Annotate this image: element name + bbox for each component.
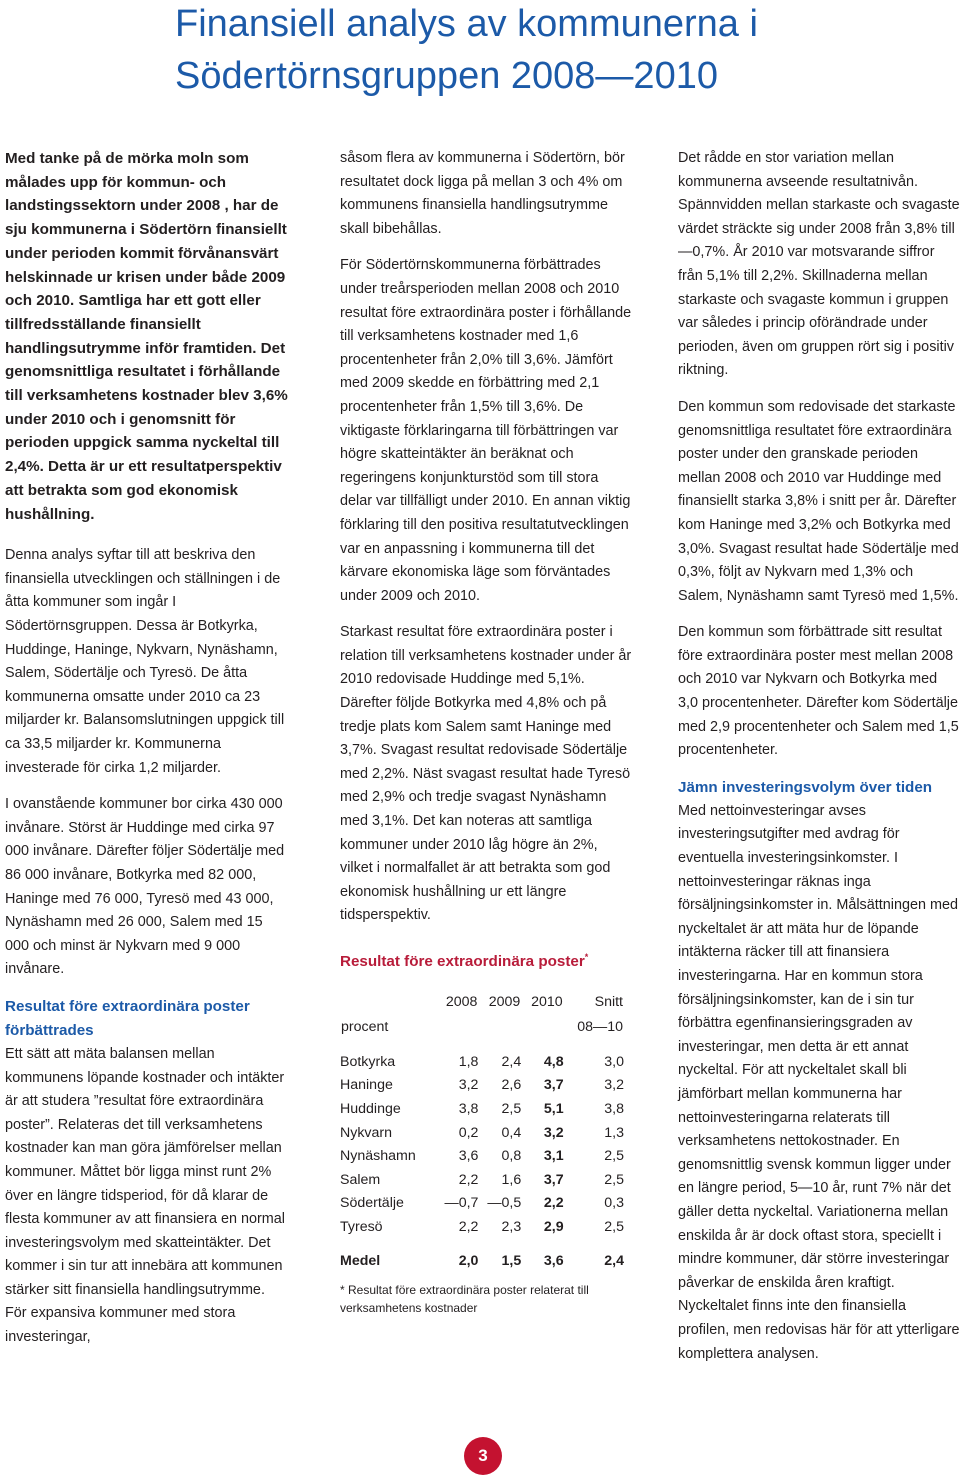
results-table bbox=[340, 990, 624, 1274]
table-header-row: 2008 2009 2010 Snitt bbox=[445, 993, 623, 1010]
paragraph-strongest: Den kommun som redovisade det starkaste genomsnittliga resultatet före extraordinära poster under den granskade perioden mellan 2008 och 2010 var Huddinge med finansiellt starka 3,8% i snitt per år. Därefter kom Haninge med 3,2% och Botkyrka med 3,0%. Svagast resultat hade Södertälje med 0,3%, följt av Nykvarn med 1,3% och Salem, Nynäshamn samt Tyresö med 1,5%. bbox=[678, 398, 959, 604]
title-line-1: Finansiell analys av kommunerna i bbox=[175, 3, 758, 45]
table-row: Huddinge 3,8 2,5 5,1 3,8 bbox=[340, 1101, 624, 1118]
paragraph-improvement: För Södertörnskommunerna förbättrades under treårsperioden mellan 2008 och 2010 resultat före extraordinära poster i förhållande till verksamhetens kostnader med 1,6 procentenheter från 2,0% till 3,6%. Jämfört med 2009 skedde en förbättring med 2,1 procentenheter från 1,5% till 3,6%. De viktigaste förklaringarna till förbättringen var högre skatteintäkter än beräknat och regeringens konjunkturstöd som till stora delar var tillfälligt under 2010. En annan viktig förklaring till den positiva resultatutvecklingen var en anpassning i kommunerna till det kärvare ekonomiska läge som förväntades under 2009 och 2010. bbox=[340, 257, 632, 604]
paragraph-scope: Denna analys syftar till att beskriva den finansiella utvecklingen och ställningen i de åtta kommuner som ingår I Södertörnsgruppen. Dessa är Botkyrka, Huddinge, Haninge, Nykvarn, Nynäshamn, Salem, Södertälje och Tyresö. De åtta kommunerna omsatte under 2010 ca 23 miljarder kr. Balansomslutningen uppgick till ca 33,5 miljarder kr. Kommunerna investerade för cirka 1,2 miljarder. bbox=[5, 547, 285, 776]
page-number-badge: 3 bbox=[464, 1437, 502, 1475]
table-subheader-row: procent 08—10 bbox=[341, 1019, 623, 1036]
paragraph-variation: Det rådde en stor variation mellan kommunerna avseende resultatnivån. Spännvidden mellan starkaste och svagaste värdet sträckte sig under 2008 från 3,8% till —0,7%. År 2010 var motsvarande siffror från 5,1% till 2,2%. Skillnaderna mellan starkaste och svagaste kommun i gruppen var således i princip oförändrade under perioden, även om gruppen rört sig i positiv riktning. bbox=[678, 150, 960, 379]
table-row: Nynäshamn 3,6 0,8 3,1 2,5 bbox=[340, 1148, 624, 1165]
table-title: Resultat före extraordinära poster* bbox=[340, 952, 589, 971]
section-heading-investering: Jämn investeringsvolym över tiden bbox=[678, 778, 933, 796]
paragraph-ranking: Starkast resultat före extraordinära poster i relation till verksamhetens kostnader under år 2010 redovisade Huddinge med 5,1%. Därefter följde Botkyrka med 4,8% och på tredje plats kom Salem samt Haninge med 3,7%. Svagast resultat redovisade Södertälje med 2,2%. Näst svagast resultat hade Tyresö med 2,9% och tredje svagast Nynäshamn med 3,1%. Det kan noteras att samtliga kommuner under 2010 låg högre än 2%, vilket i normalfallet är att betrakta som god ekonomisk hushållning ur ett längre tidsperspektiv. bbox=[340, 624, 632, 924]
section-heading-resultat: Resultat före extraordinära poster förbättrades bbox=[5, 997, 250, 1039]
table-row: Salem 2,2 1,6 3,7 2,5 bbox=[340, 1171, 624, 1188]
title-line-2: Södertörnsgruppen 2008—2010 bbox=[175, 55, 718, 97]
table-row: Tyresö 2,2 2,3 2,9 2,5 bbox=[340, 1219, 624, 1235]
table-row: Nykvarn 0,2 0,4 3,2 1,3 bbox=[340, 1124, 624, 1141]
paragraph-resultat-intro: Ett sätt att mäta balansen mellan kommunens löpande kostnader och intäkter är att studera ”resultat före extraordinära poster”. Relateras det till verksamhetens kostnader kan man göra jämförelser mellan kommuner. Måttet bör ligga minst runt 2% över en längre tidsperiod, för då klarar de flesta kommuner av att finansiera en normal investeringsvolym med skatteintäkter. Det kommer i sin tur att innebära att kommunen stärker sitt finansiella handlingsutrymme. För expansiva kommuner med stora investeringar, bbox=[5, 1045, 285, 1346]
table-total-row: Medel 2,0 1,5 3,6 2,4 bbox=[340, 1252, 624, 1269]
table-row: Södertälje —0,7 —0,5 2,2 0,3 bbox=[340, 1195, 624, 1212]
column-left bbox=[5, 147, 290, 1363]
paragraph-improved: Den kommun som förbättrade sitt resultat före extraordinära poster mest mellan 2008 och 2010 var Nykvarn och Botkyrka med 3,0 procentenheter. Därefter kom Södertälje med 2,9 procentenheter och Salem med 1,5 procentenheter. bbox=[678, 624, 959, 759]
page-title bbox=[175, 0, 955, 102]
column-right bbox=[678, 147, 960, 1379]
paragraph-continuation: såsom flera av kommunerna i Södertörn, bör resultatet dock ligga på mellan 3 och 4% om kommunens finansiella handlingsutrymme skall bibehållas. bbox=[340, 150, 625, 237]
paragraph-population: I ovanstående kommuner bor cirka 430 000 invånare. Störst är Huddinge med cirka 97 000 invånare. Därefter följer Södertälje med 86 000 invånare, Botkyrka med 82 000, Haninge med 76 000, Tyresö med 43 000, Nynäshamn med 26 000, Salem med 15 000 och minst är Nykvarn med 9 000 invånare. bbox=[5, 796, 285, 978]
paragraph-investering: Med nettoinvesteringar avses investeringsutgifter med avdrag för eventuella investeringsinkomster. I nettoinvesteringar räknas inga försäljningsinkomster in. Målsättningen med nyckeltalet är att mäta hur de löpande intäkterna räcker till att finansiera investeringarna. Har en kommun stora försäljningsinkomster, kan de i sin tur förbättra egenfinansieringsgraden av investeringar, men detta är ett annat nyckeltal. För att nyckeltalet skall bli jämförbart mellan kommunerna har nettoinvesteringarna relaterats till verksamhetens nettokostnader. En genomsnittlig svensk kommun ligger under en längre period, 5—10 år, runt 7% när det gäller detta nyckeltal. Variationerna mellan enskilda år är dock oftast stora, speciellt i mindre kommuner, där större investeringar påverkar de enskilda åren kraftigt. Nyckeltalet finns inte den finansiella profilen, men redovisas här för att ytterligare komplettera analysen. bbox=[678, 802, 960, 1362]
column-middle bbox=[340, 147, 632, 1317]
table-row: Haninge 3,2 2,6 3,7 3,2 bbox=[340, 1077, 624, 1094]
table-row: Botkyrka 1,8 2,4 4,8 3,0 bbox=[340, 1053, 624, 1070]
lead-paragraph: Med tanke på de mörka moln som målades upp för kommun- och landstingssektorn under 2008 , har de sju kommunerna i Södertörn finansiellt under perioden kommit förvånansvärt helskinnade ur krisen under både 2009 och 2010. Samtliga har ett gott eller tillfredsställande finansiellt handlingsutrymme inför framtiden. Det genomsnittliga resultatet i förhållande till verksamhetens kostnader blev 3,6% under 2010 och i genomsnitt för perioden uppgick samma nyckeltal till 2,4%. Detta är ur ett resultatperspektiv att betrakta som god ekonomisk hushållning. bbox=[5, 150, 288, 523]
table-footnote: * Resultat före extraordinära poster relaterat till verksamhetens kostnader bbox=[340, 1283, 589, 1316]
